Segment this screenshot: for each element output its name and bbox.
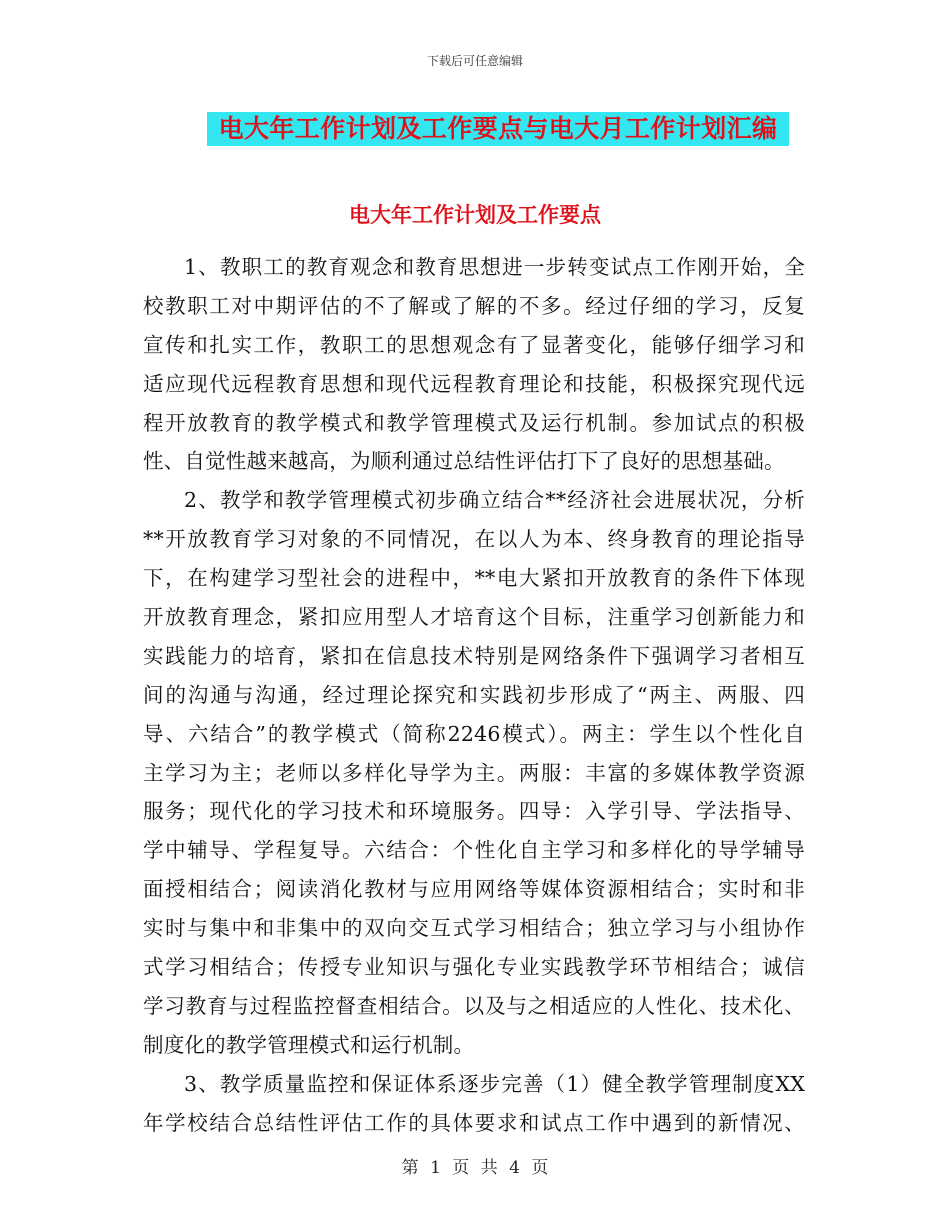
text-line: 年学校结合总结性评估工作的具体要求和试点工作中遇到的新情况、 [143,1110,805,1135]
text-line: 式学习相结合；传授专业知识与强化专业实践教学环节相结合；诚信 [143,955,805,980]
text-line: 宣传和扎实工作，教职工的思想观念有了显著变化，能够仔细学习和 [143,332,805,357]
section-title: 电大年工作计划及工作要点 [349,202,601,227]
text-line: 下，在构建学习型社会的进程中，**电大紧扣开放教育的条件下体现 [143,566,805,591]
document-main-title: 电大年工作计划及工作要点与电大月工作计划汇编 [207,112,789,146]
text-line: 开放教育理念，紧扣应用型人才培育这个目标，注重学习创新能力和 [143,605,805,630]
text-line: 学习教育与过程监控督查相结合。以及与之相适应的人性化、技术化、 [143,993,805,1018]
text-line: 面授相结合；阅读消化教材与应用网络等媒体资源相结合；实时和非 [143,877,805,902]
text-line: 2、教学和教学管理模式初步确立结合**经济社会进展状况，分析 [184,488,805,513]
text-line: 间的沟通与沟通，经过理论探究和实践初步形成了“两主、两服、四 [143,682,805,707]
header-note: 下载后可任意编辑 [426,54,523,68]
text-line: 导、六结合”的教学模式（简称2246模式）。两主：学生以个性化自 [143,721,805,746]
body-text [143,248,805,1142]
text-line: 实时与集中和非集中的双向交互式学习相结合；独立学习与小组协作 [143,916,805,941]
page-footer: 第 1 页 共 4 页 [401,1158,549,1178]
text-line: 性、自觉性越来越高，为顺利通过总结性评估打下了良好的思想基础。 [143,449,785,474]
text-line: 程开放教育的教学模式和教学管理模式及运行机制。参加试点的积极 [143,410,805,435]
text-line: 适应现代远程教育思想和现代远程教育理论和技能，积极探究现代远 [143,371,805,396]
text-line: 制度化的教学管理模式和运行机制。 [143,1032,475,1057]
text-line: 服务；现代化的学习技术和环境服务。四导：入学引导、学法指导、 [143,799,805,824]
text-line: 实践能力的培育，紧扣在信息技术特别是网络条件下强调学习者相互 [143,643,805,668]
text-line: 学中辅导、学程复导。六结合：个性化自主学习和多样化的导学辅导 [143,838,805,863]
text-line: 1、教职工的教育观念和教育思想进一步转变试点工作刚开始，全 [184,255,805,279]
text-line: 主学习为主；老师以多样化导学为主。两服：丰富的多媒体教学资源 [143,760,805,785]
text-line: **开放教育学习对象的不同情况，在以人为本、终身教育的理论指导 [143,527,805,552]
text-line: 3、教学质量监控和保证体系逐步完善（1）健全教学管理制度XX [184,1071,805,1096]
text-line: 校教职工对中期评估的不了解或了解的不多。经过仔细的学习，反复 [143,293,805,318]
